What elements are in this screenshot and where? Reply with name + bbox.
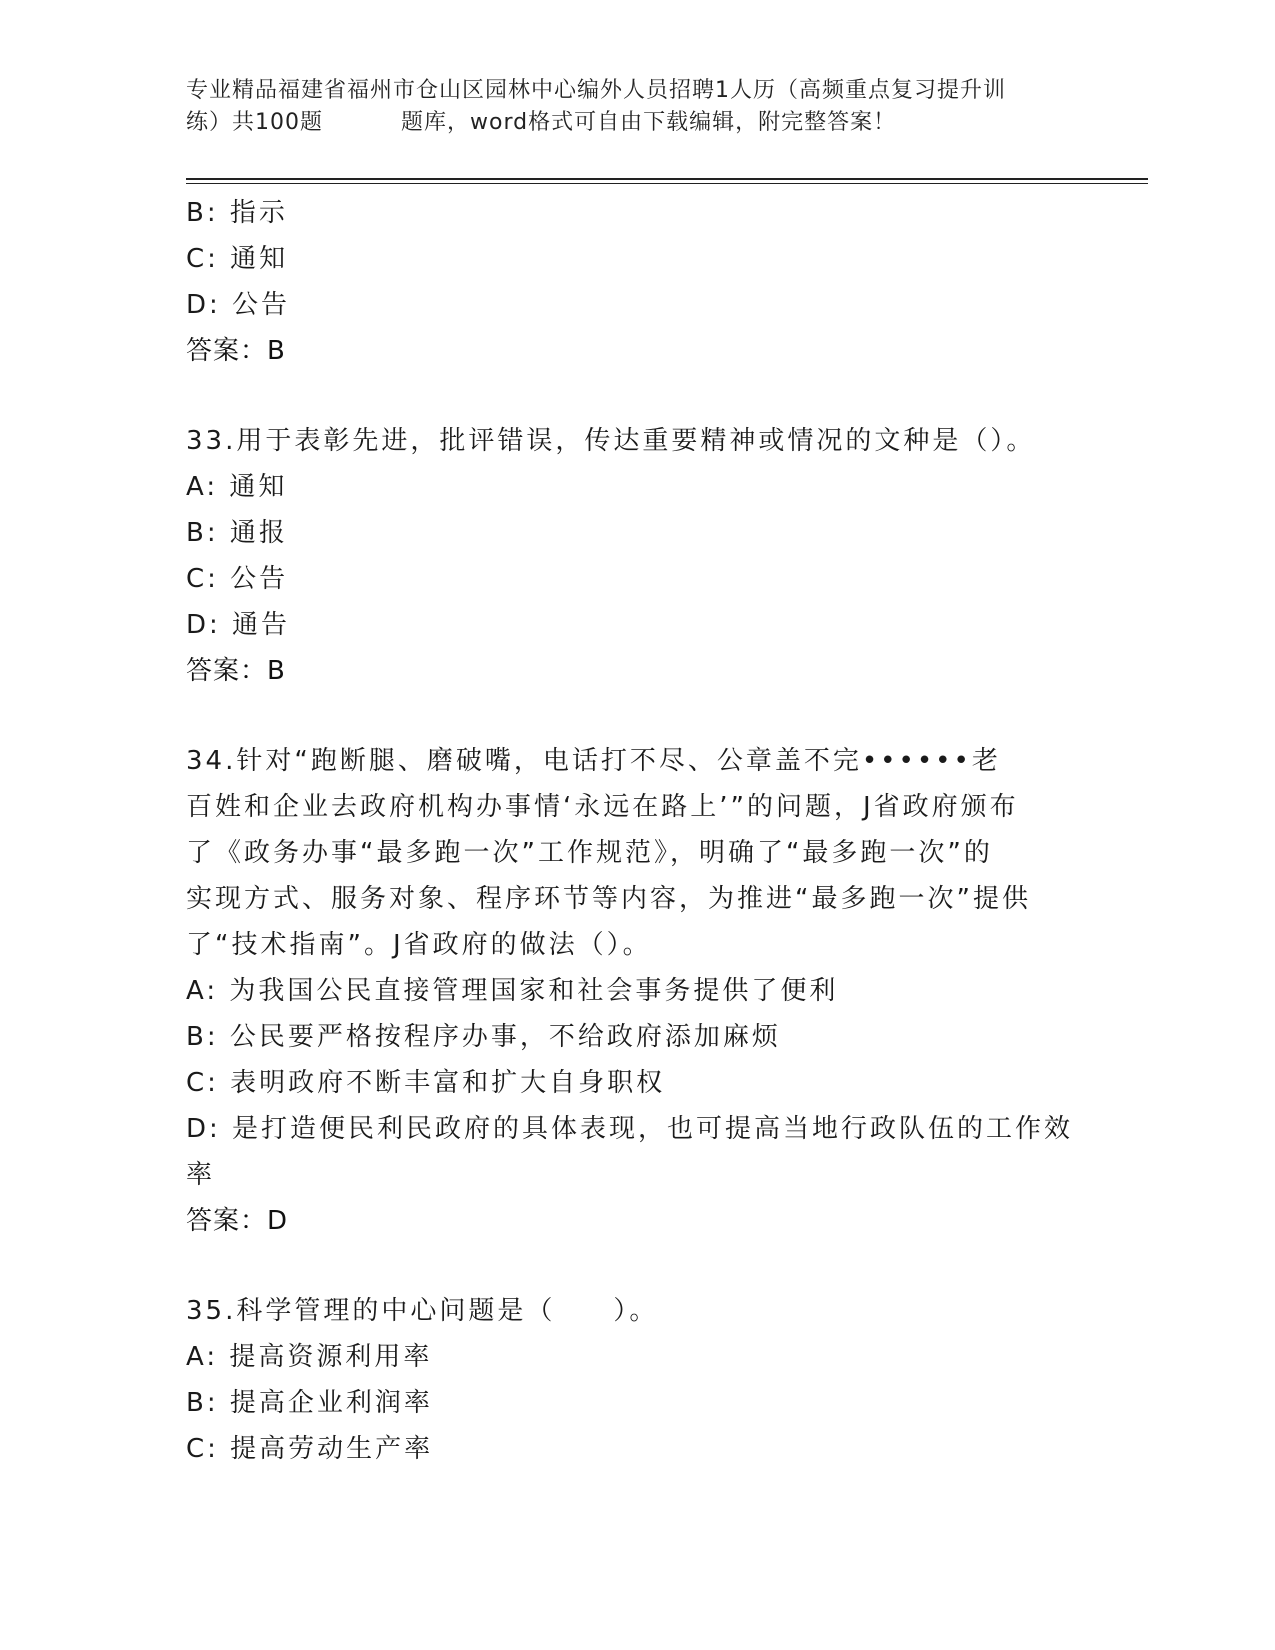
header-title-line-2 xyxy=(186,107,1086,139)
option-c: C: 通知 xyxy=(186,244,289,274)
header-divider-thick xyxy=(186,178,1148,180)
option-b: B: 公民要严格按程序办事，不给政府添加麻烦 xyxy=(186,1022,781,1052)
question-stem-line: 实现方式、服务对象、程序环节等内容，为推进“最多跑一次”提供 xyxy=(186,884,1031,914)
option-a: A: 为我国公民直接管理国家和社会事务提供了便利 xyxy=(186,976,839,1006)
answer-label: 答案：B xyxy=(186,336,286,366)
header-title-line-2-part-a: 练）共100题 xyxy=(186,110,323,135)
question-stem-line: 百姓和企业去政府机构办事情‘永远在路上’”的问题，J省政府颁布 xyxy=(186,792,1019,822)
option-b: B: 指示 xyxy=(186,198,288,228)
option-b: B: 通报 xyxy=(186,518,288,548)
option-d-continuation: 率 xyxy=(186,1160,216,1190)
question-block-35 xyxy=(186,1288,1086,1472)
option-c: C: 表明政府不断丰富和扩大自身职权 xyxy=(186,1068,666,1098)
option-b: B: 提高企业利润率 xyxy=(186,1388,433,1418)
question-block-33 xyxy=(186,418,1086,694)
header-divider-thin xyxy=(186,183,1148,184)
header-title-line-1: 专业精品福建省福州市仓山区园林中心编外人员招聘1人历（高频重点复习提升训 xyxy=(186,78,1006,103)
question-stem-line: 了《政务办事“最多跑一次”工作规范》，明确了“最多跑一次”的 xyxy=(186,838,993,868)
answer-label: 答案：D xyxy=(186,1206,289,1236)
question-stem: 33.用于表彰先进，批评错误，传达重要精神或情况的文种是（）。 xyxy=(186,426,1036,456)
option-d: D: 通告 xyxy=(186,610,291,640)
option-d: D: 公告 xyxy=(186,290,291,320)
option-a: A: 通知 xyxy=(186,472,288,502)
question-block-32 xyxy=(186,190,1086,374)
question-stem-line: 34.针对“跑断腿、磨破嘴，电话打不尽、公章盖不完••••••老 xyxy=(186,746,1001,776)
question-stem-line: 了“技术指南”。J省政府的做法（）。 xyxy=(186,930,652,960)
option-d: D: 是打造便民利民政府的具体表现，也可提高当地行政队伍的工作效 xyxy=(186,1114,1074,1144)
question-stem: 35.科学管理的中心问题是（ ）。 xyxy=(186,1296,659,1326)
header-title-line-2-part-b: 题库，word格式可自由下载编辑，附完整答案！ xyxy=(401,110,897,135)
document-header xyxy=(186,75,1086,139)
answer-label: 答案：B xyxy=(186,656,286,686)
option-a: A: 提高资源利用率 xyxy=(186,1342,433,1372)
option-c: C: 提高劳动生产率 xyxy=(186,1434,434,1464)
question-list xyxy=(186,190,1086,1472)
option-c: C: 公告 xyxy=(186,564,289,594)
question-block-34 xyxy=(186,738,1086,1244)
